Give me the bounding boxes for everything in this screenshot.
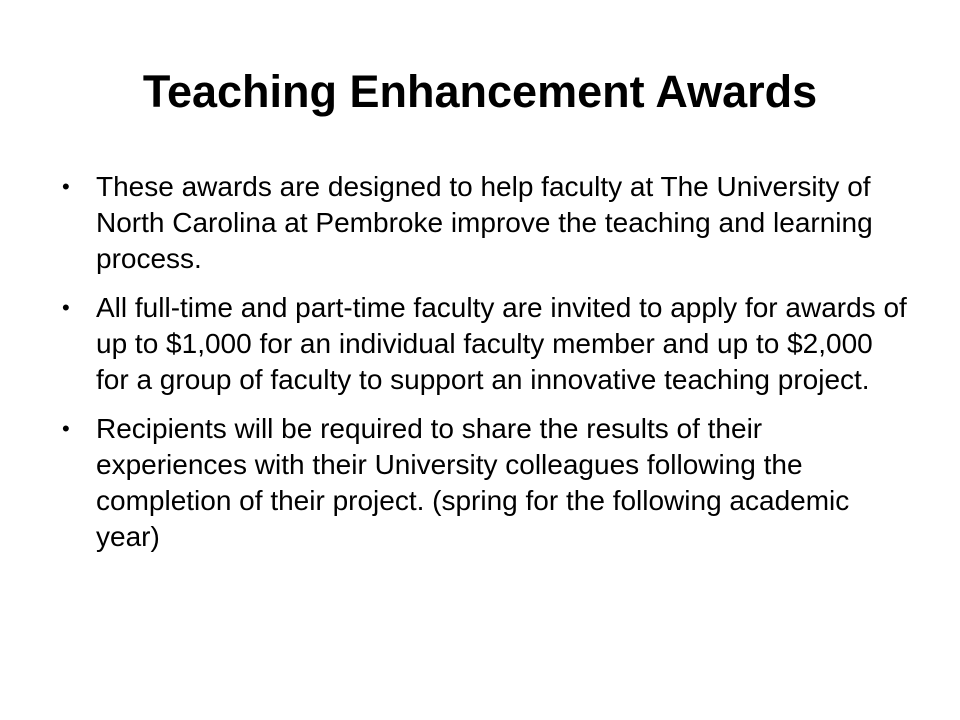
- bullet-item: [60, 290, 908, 398]
- bullet-text: These awards are designed to help faculty at The University of North Carolina at Pembroke improve the teaching and learning process.: [96, 171, 873, 274]
- bullet-icon: •: [62, 174, 70, 199]
- bullet-icon: •: [62, 416, 70, 441]
- slide-title: Teaching Enhancement Awards: [142, 66, 818, 117]
- bullet-text: Recipients will be required to share the results of their experiences with their University colleagues following the completion of their project. (spring for the following academic year): [96, 413, 850, 552]
- bullet-item: [60, 411, 908, 555]
- bullet-list: [60, 169, 908, 568]
- bullet-icon: •: [62, 295, 70, 320]
- bullet-item: [60, 169, 908, 277]
- bullet-text: All full-time and part-time faculty are invited to apply for awards of up to $1,000 for an individual faculty member and up to $2,000 for a group of faculty to support an innovative teaching project.: [96, 292, 907, 395]
